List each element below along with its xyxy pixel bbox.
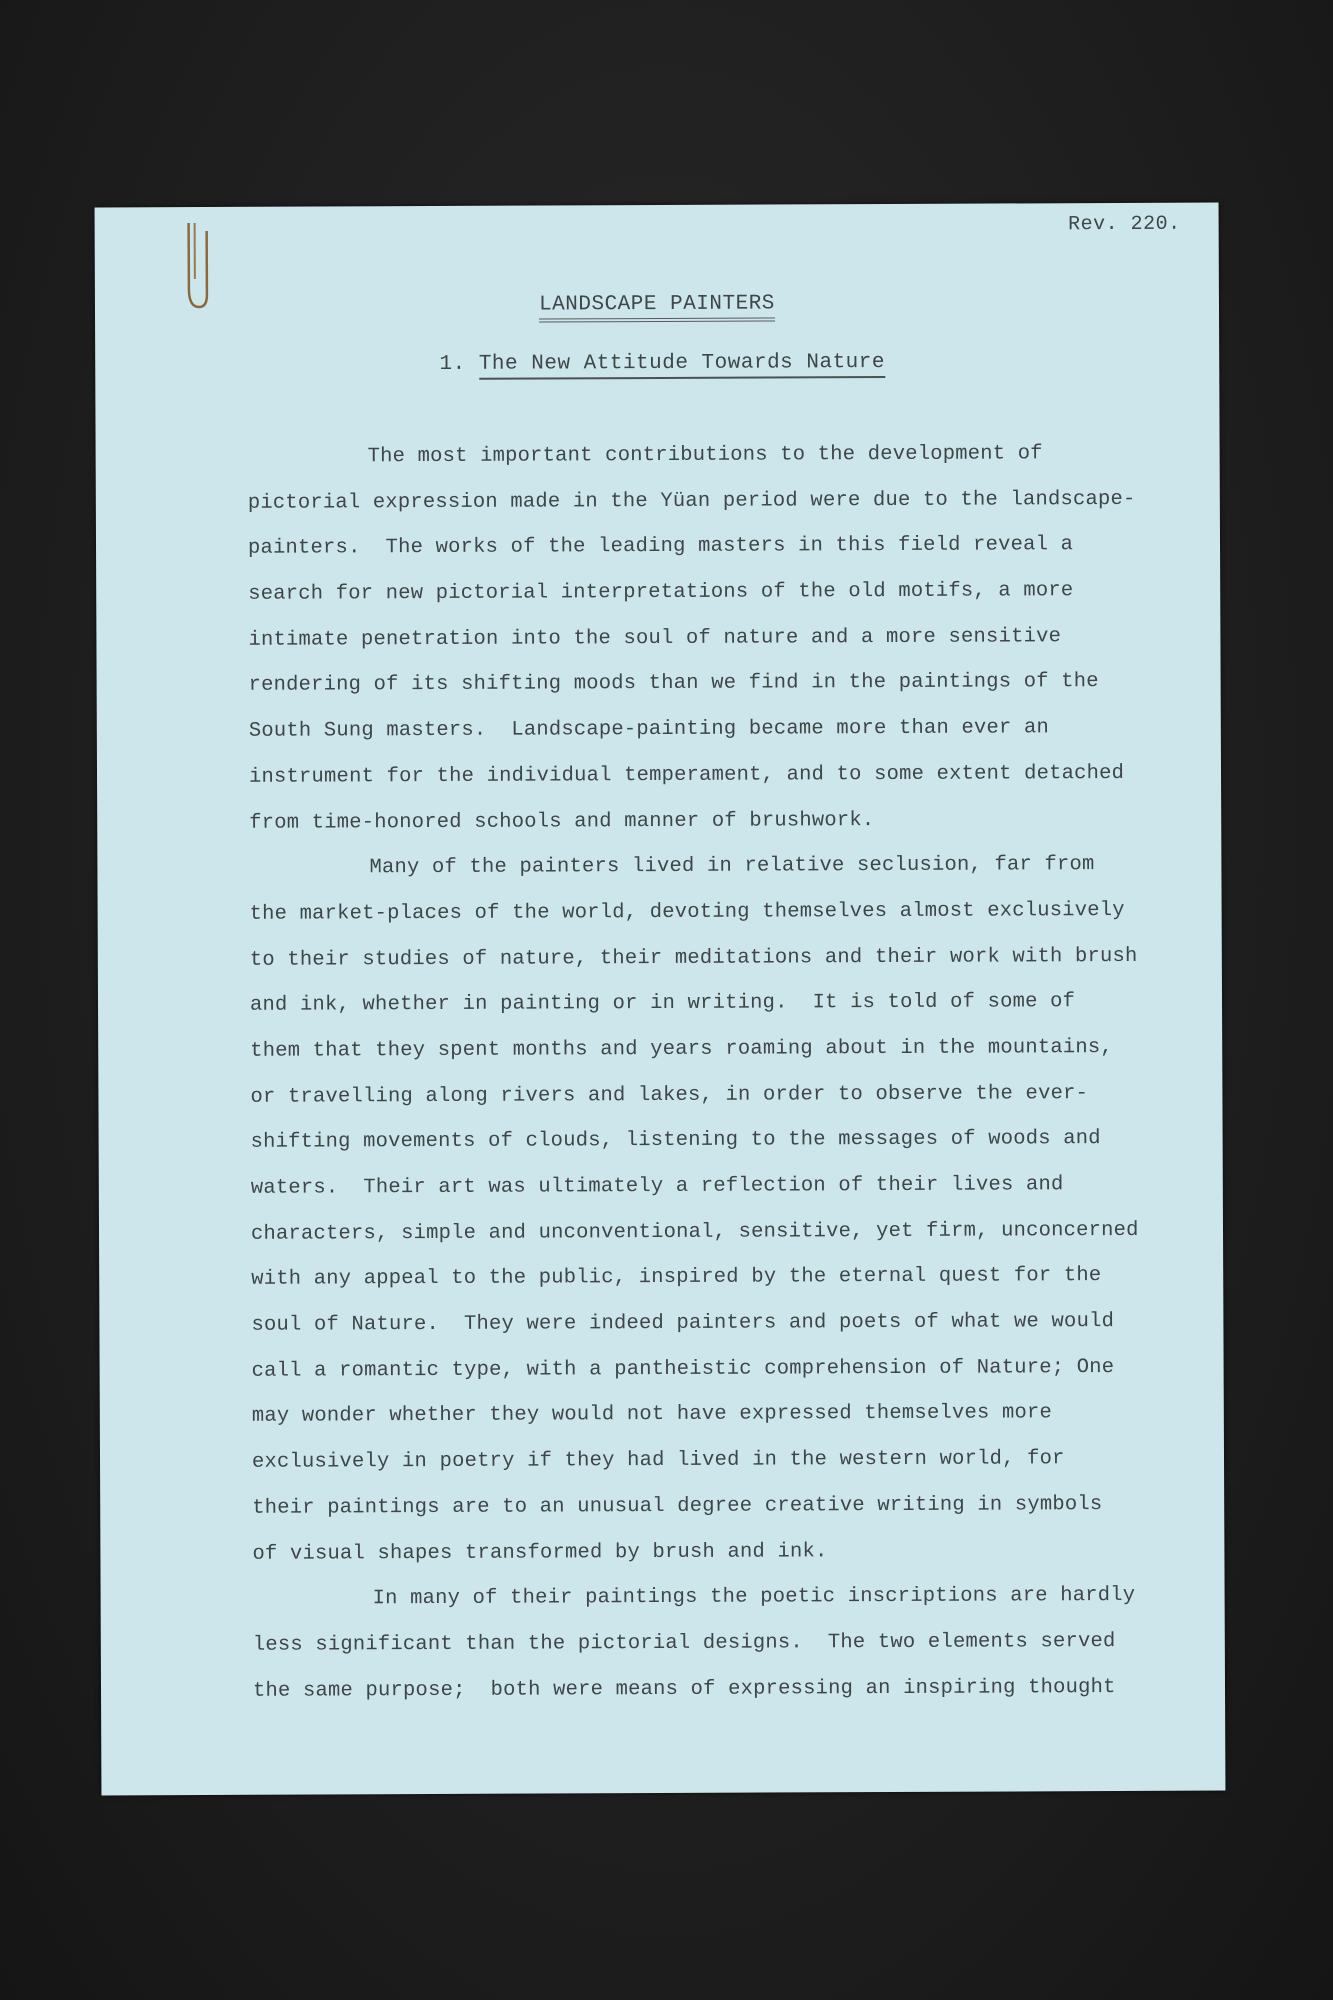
text-line: exclusively in poetry if they had lived in the western world, for [251, 1447, 1065, 1474]
section-title: The New Attitude Towards Nature [479, 351, 885, 380]
text-line: less significant than the pictorial designs. The two elements served [252, 1629, 1116, 1657]
text-line: pictorial expression made in the Yüan period were due to the landscape- [247, 487, 1136, 515]
text-line: of visual shapes transformed by brush and ink. [252, 1539, 828, 1566]
section-number: 1. [439, 352, 466, 376]
text-line: intimate penetration into the soul of nature and a more sensitive [248, 624, 1062, 652]
text-line: them that they spent months and years roaming about in the mountains, [250, 1035, 1113, 1063]
text-line: characters, simple and unconventional, sensitive, yet firm, unconcerned [250, 1218, 1139, 1246]
text-line: South Sung masters. Landscape-painting became more than ever an [248, 716, 1050, 743]
text-line: waters. Their art was ultimately a reflection of their lives and [250, 1173, 1064, 1200]
revision-number: Rev. 220. [1068, 212, 1181, 237]
text-line: their paintings are to an unusual degree creative writing in symbols [252, 1492, 1103, 1520]
text-line: Many of the painters lived in relative seclusion, far from [369, 853, 1095, 880]
text-line: to their studies of nature, their meditations and their work with brush [249, 944, 1138, 972]
body-text [248, 431, 1214, 1714]
text-line: The most important contributions to the development of [367, 442, 1043, 469]
text-line: or travelling along rivers and lakes, in order to observe the ever- [250, 1081, 1089, 1109]
text-line: and ink, whether in painting or in writing. It is told of some of [249, 990, 1076, 1018]
text-line: instrument for the individual temperament, and to some extent detached [248, 761, 1125, 789]
text-line: shifting movements of clouds, listening to the messages of woods and [250, 1127, 1101, 1155]
text-line: with any appeal to the public, inspired by the eternal quest for the [251, 1264, 1102, 1292]
page-title-text: LANDSCAPE PAINTERS [539, 292, 775, 322]
text-line: rendering of its shifting moods than we find in the paintings of the [248, 670, 1099, 698]
text-line: the market-places of the world, devoting themselves almost exclusively [249, 898, 1125, 926]
typewritten-page [95, 203, 1226, 1796]
page-title [95, 291, 1219, 325]
text-line: painters. The works of the leading masters in this field reveal a [247, 533, 1074, 561]
text-line: search for new pictorial interpretations of the old motifs, a more [248, 579, 1074, 606]
text-line: call a romantic type, with a pantheistic comprehension of Nature; One [251, 1355, 1115, 1383]
text-line: from time-honored schools and manner of brushwork. [249, 808, 875, 835]
text-line: the same purpose; both were means of expressing an inspiring thought [252, 1675, 1116, 1703]
section-heading [95, 350, 1219, 378]
text-line: soul of Nature. They were indeed painters and poets of what we would [251, 1310, 1115, 1337]
text-line: In many of their paintings the poetic inscriptions are hardly [372, 1584, 1136, 1611]
text-line: may wonder whether they would not have expressed themselves more [251, 1401, 1053, 1429]
